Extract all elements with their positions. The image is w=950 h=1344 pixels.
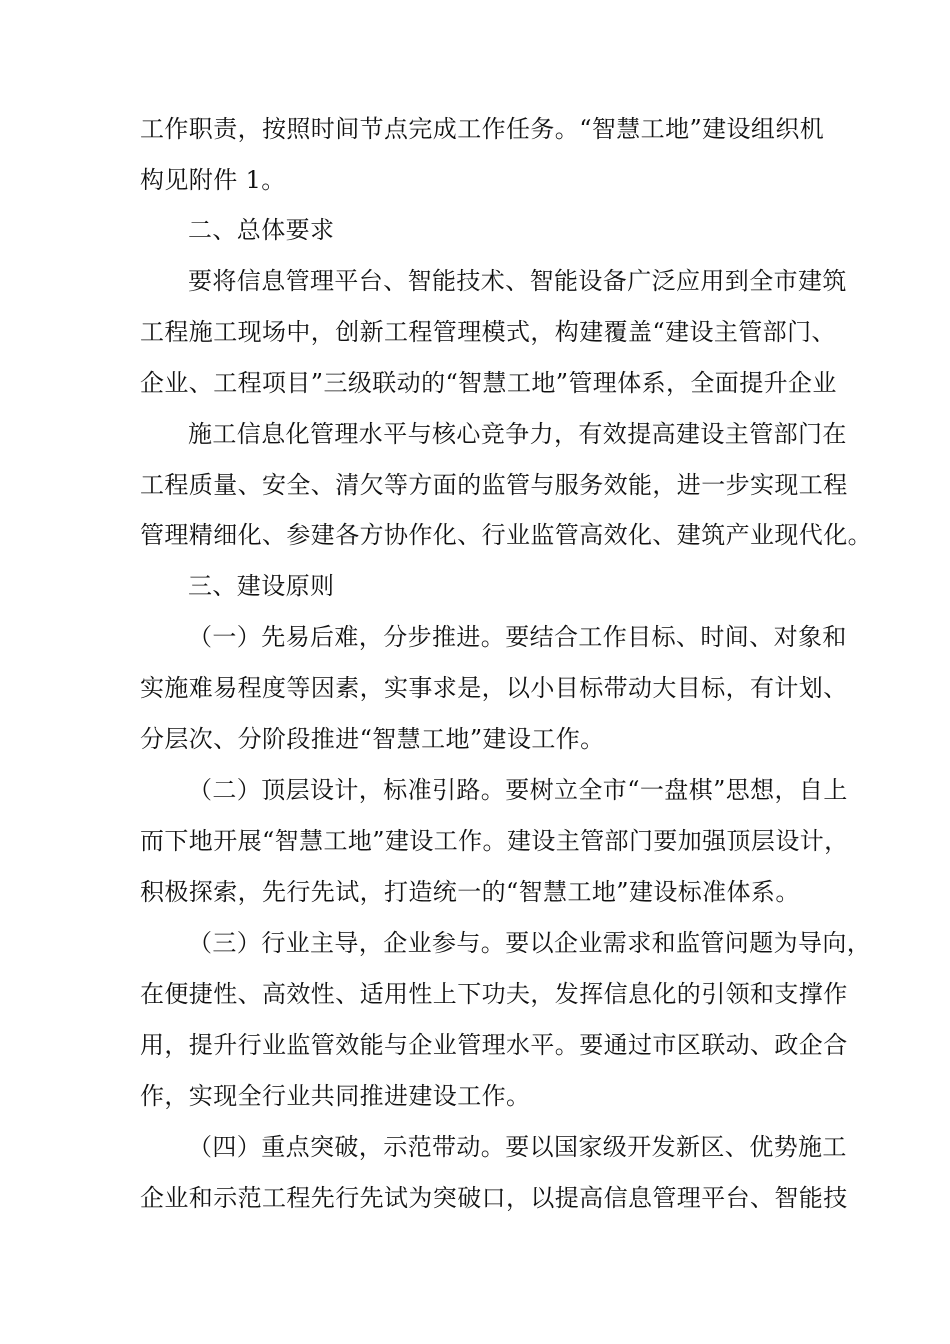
paragraph-line: （一）先易后难，分步推进。要结合工作目标、时间、对象和 [188,623,847,651]
paragraph-line: 工作职责，按照时间节点完成工作任务。“智慧工地”建设组织机 [140,115,825,143]
paragraph-line: （三）行业主导，企业参与。要以企业需求和监管问题为导向， [188,929,872,957]
paragraph-line: 企业、工程项目”三级联动的“智慧工地”管理体系，全面提升企业 [140,369,837,397]
paragraph-line: 要将信息管理平台、智能技术、智能设备广泛应用到全市建筑 [188,267,847,295]
section-heading: 三、建设原则 [188,572,335,600]
paragraph-line: 企业和示范工程先行先试为突破口，以提高信息管理平台、智能技 [140,1184,848,1212]
paragraph-line: 积极探索，先行先试，打造统一的“智慧工地”建设标准体系。 [140,878,800,906]
paragraph-line: 作，实现全行业共同推进建设工作。 [140,1082,531,1110]
paragraph-line: （二）顶层设计，标准引路。要树立全市“一盘棋”思想，自上 [188,776,848,804]
paragraph-line: 实施难易程度等因素，实事求是，以小目标带动大目标，有计划、 [140,674,848,702]
paragraph-line: 用，提升行业监管效能与企业管理水平。要通过市区联动、政企合 [140,1031,848,1059]
paragraph-line: 在便捷性、高效性、适用性上下功夫，发挥信息化的引领和支撑作 [140,980,848,1008]
paragraph-line: 而下地开展“智慧工地”建设工作。建设主管部门要加强顶层设计， [140,827,849,855]
paragraph-line: 施工信息化管理水平与核心竞争力，有效提高建设主管部门在 [188,420,847,448]
paragraph-line: 构见附件 1。 [140,166,286,194]
paragraph-line: 工程施工现场中，创新工程管理模式，构建覆盖“建设主管部门、 [140,318,836,346]
paragraph-line: 分层次、分阶段推进“智慧工地”建设工作。 [140,725,605,753]
paragraph-line: 工程质量、安全、清欠等方面的监管与服务效能，进一步实现工程 [140,471,848,499]
paragraph-line: （四）重点突破，示范带动。要以国家级开发新区、优势施工 [188,1133,847,1161]
paragraph-line: 管理精细化、参建各方协作化、行业监管高效化、建筑产业现代化。 [140,521,872,549]
section-heading: 二、总体要求 [188,216,335,244]
